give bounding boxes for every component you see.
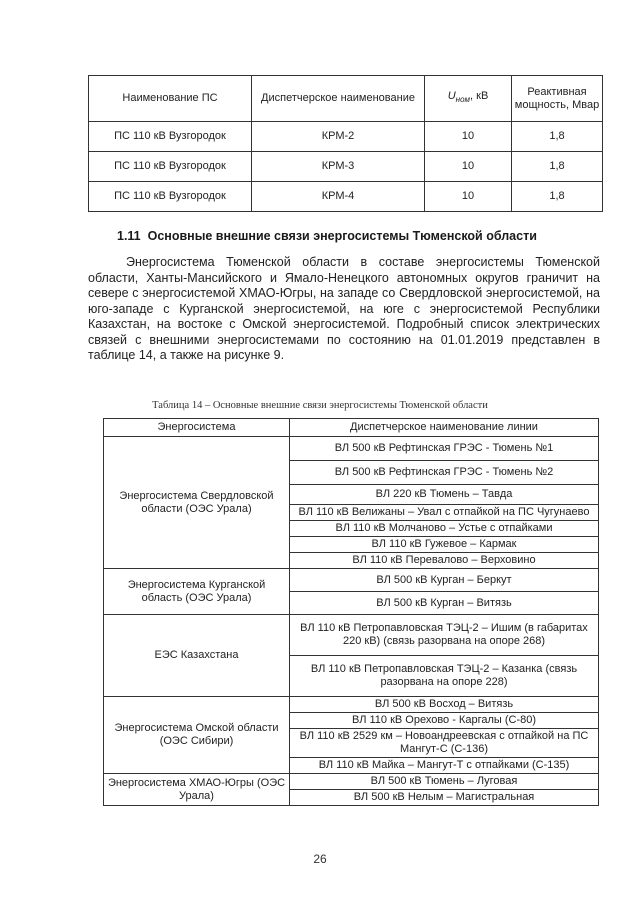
- table-cell: 10: [425, 182, 512, 212]
- column-header: Диспетчерское наименование линии: [290, 419, 599, 437]
- u-subscript: ном: [455, 95, 471, 105]
- column-header: Энергосистема: [104, 419, 290, 437]
- u-symbol: U: [447, 90, 456, 103]
- table-row: [89, 182, 603, 212]
- line-cell: ВЛ 500 кВ Курган – Витязь: [290, 592, 599, 615]
- line-cell: ВЛ 220 кВ Тюмень – Тавда: [290, 485, 599, 505]
- energy-system-cell: Энергосистема ХМАО-Югры (ОЭС Урала): [104, 774, 290, 806]
- section-title: Основные внешние связи энергосистемы Тюменской области: [147, 229, 537, 243]
- energy-system-cell: ЕЭС Казахстана: [104, 615, 290, 697]
- table-row: [104, 615, 599, 656]
- line-cell: ВЛ 110 кВ Орехово - Каргалы (С-80): [290, 713, 599, 729]
- table-row: [104, 774, 599, 790]
- table-row: [89, 122, 603, 152]
- column-header: Наименование ПС: [89, 76, 252, 122]
- table-cell: 10: [425, 152, 512, 182]
- line-cell: ВЛ 110 кВ Петропавловская ТЭЦ-2 – Казанка (связь разорвана на опоре 228): [290, 656, 599, 697]
- energy-system-cell: Энергосистема Свердловской области (ОЭС Урала): [104, 437, 290, 569]
- table-header-row: [89, 76, 603, 122]
- line-cell: ВЛ 110 кВ Перевалово – Верховино: [290, 553, 599, 569]
- reactive-compensators-table: [88, 75, 603, 212]
- table-cell: 1,8: [512, 152, 603, 182]
- section-number: 1.11: [117, 229, 141, 243]
- line-cell: ВЛ 110 кВ Гужевое – Кармак: [290, 537, 599, 553]
- table-cell: 1,8: [512, 182, 603, 212]
- energy-system-cell: Энергосистема Курганской область (ОЭС Урала): [104, 569, 290, 615]
- line-cell: ВЛ 500 кВ Тюмень – Луговая: [290, 774, 599, 790]
- line-cell: ВЛ 500 кВ Восход – Витязь: [290, 697, 599, 713]
- column-header: Диспетчерское наименование: [252, 76, 425, 122]
- line-cell: ВЛ 500 кВ Курган – Беркут: [290, 569, 599, 592]
- table-cell: 10: [425, 122, 512, 152]
- table-header-row: [104, 419, 599, 437]
- column-header: Реактивная мощность, Мвар: [512, 76, 603, 122]
- body-paragraph: Энергосистема Тюменской области в составе энергосистемы Тюменской области, Ханты-Мансийского и Ямало-Ненецкого автономных округов граничит на севере с энергосистемой ХМАО-Югры, на западе со Свердловской энергосистемой, на юго-западе с Курганской энергосистемой, на юге с энергосистемой Республики Казахстан, на востоке с Омской энергосистемой. Подробный список электрических связей с внешними энергосистемами по состоянию на 01.01.2019 представлен в таблице 14, а также на рисунке 9.: [88, 255, 600, 362]
- column-header: [425, 76, 512, 122]
- u-unit: , кВ: [470, 90, 489, 103]
- table-row: [89, 152, 603, 182]
- table-cell: КРМ-4: [252, 182, 425, 212]
- external-links-table: [103, 418, 599, 806]
- line-cell: ВЛ 500 кВ Рефтинская ГРЭС - Тюмень №1: [290, 437, 599, 461]
- table-cell: ПС 110 кВ Вузгородок: [89, 182, 252, 212]
- table-row: [104, 437, 599, 461]
- line-cell: ВЛ 500 кВ Нелым – Магистральная: [290, 790, 599, 806]
- table-row: [104, 697, 599, 713]
- table-row: [104, 569, 599, 592]
- energy-system-cell: Энергосистема Омской области (ОЭС Сибири): [104, 697, 290, 774]
- section-heading: [117, 229, 597, 243]
- table-cell: КРМ-3: [252, 152, 425, 182]
- table-cell: ПС 110 кВ Вузгородок: [89, 152, 252, 182]
- line-cell: ВЛ 110 кВ Велижаны – Увал с отпайкой на ПС Чугунаево: [290, 505, 599, 521]
- line-cell: ВЛ 110 кВ 2529 км – Новоандреевская с отпайкой на ПС Мангут-С (С-136): [290, 729, 599, 758]
- line-cell: ВЛ 110 кВ Молчаново – Устье с отпайками: [290, 521, 599, 537]
- page-number: 26: [313, 852, 327, 866]
- line-cell: ВЛ 110 кВ Петропавловская ТЭЦ-2 – Ишим (в габаритах 220 кВ) (связь разорвана на опоре 268): [290, 615, 599, 656]
- table-cell: ПС 110 кВ Вузгородок: [89, 122, 252, 152]
- line-cell: ВЛ 110 кВ Майка – Мангут-Т с отпайками (С-135): [290, 758, 599, 774]
- table-cell: КРМ-2: [252, 122, 425, 152]
- line-cell: ВЛ 500 кВ Рефтинская ГРЭС - Тюмень №2: [290, 461, 599, 485]
- table-caption: Таблица 14 – Основные внешние связи энергосистемы Тюменской области: [152, 400, 488, 411]
- table-cell: 1,8: [512, 122, 603, 152]
